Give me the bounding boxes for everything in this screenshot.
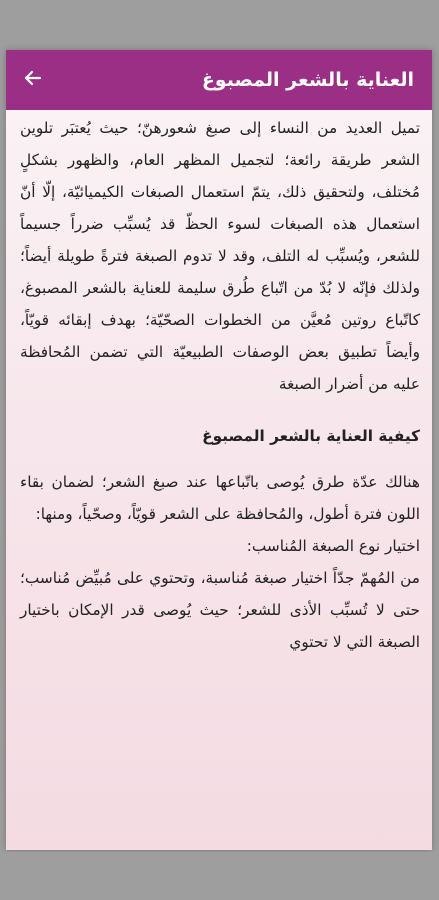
article-card (6, 50, 432, 850)
tip-text: من المُهمّ جدّاً اختيار صبغة مُناسبة، وتحتوي على مُبيِّض مُناسب؛ حتى لا تُسبِّب الأذى للشعر؛ حيث يُوصى قدر الإمكان باختيار الصبغة التي لا تحتوي (20, 569, 420, 651)
app-bar (6, 50, 432, 110)
arrow-back-icon (23, 68, 43, 92)
back-button[interactable] (6, 50, 60, 110)
tip-title: اختيار نوع الصبغة المُناسب: (246, 537, 420, 555)
bottom-overlay (0, 852, 439, 900)
section-heading: كيفية العناية بالشعر المصبوغ (202, 427, 420, 445)
article-content[interactable] (6, 110, 432, 850)
section-intro: هنالك عدّة طرق يُوصى باتّباعها عند صبغ الشعر؛ لضمان بقاء اللون فترة أطول، والمُحافظة على الشعر قويّاً، وصحّياً، ومنها: (20, 473, 420, 523)
page-title: العناية بالشعر المصبوغ (201, 69, 414, 91)
article-intro: تميل العديد من النساء إلى صبغ شعورهنّ؛ حيث يُعتبَر تلوين الشعر طريقة رائعة؛ لتجميل المظهر العام، والظهور بشكلٍ مُختلف، ولتحقيق ذلك، يتمّ استعمال الصبغات الكيميائيّة، إلّا أنّ استعمال هذه الصبغات لسوء الحظّ قد يُسبِّب ضرراً جسيماً للشعر، ويُسبِّب له التلف، وقد لا تدوم الصبغة فترةً طويلة أيضاً؛ ولذلك فإنّه لا بُدّ من اتّباع طُرق سليمة للعناية بالشعر المصبوغ، كاتّباع روتين مُعيَّن من الخطوات الصحّيّة؛ بهدف إبقائه قويّاً، وأيضاً تطبيق بعض الوصفات الطبيعيّة التي تضمن المُحافظة عليه من أضرار الصبغة (20, 119, 420, 393)
